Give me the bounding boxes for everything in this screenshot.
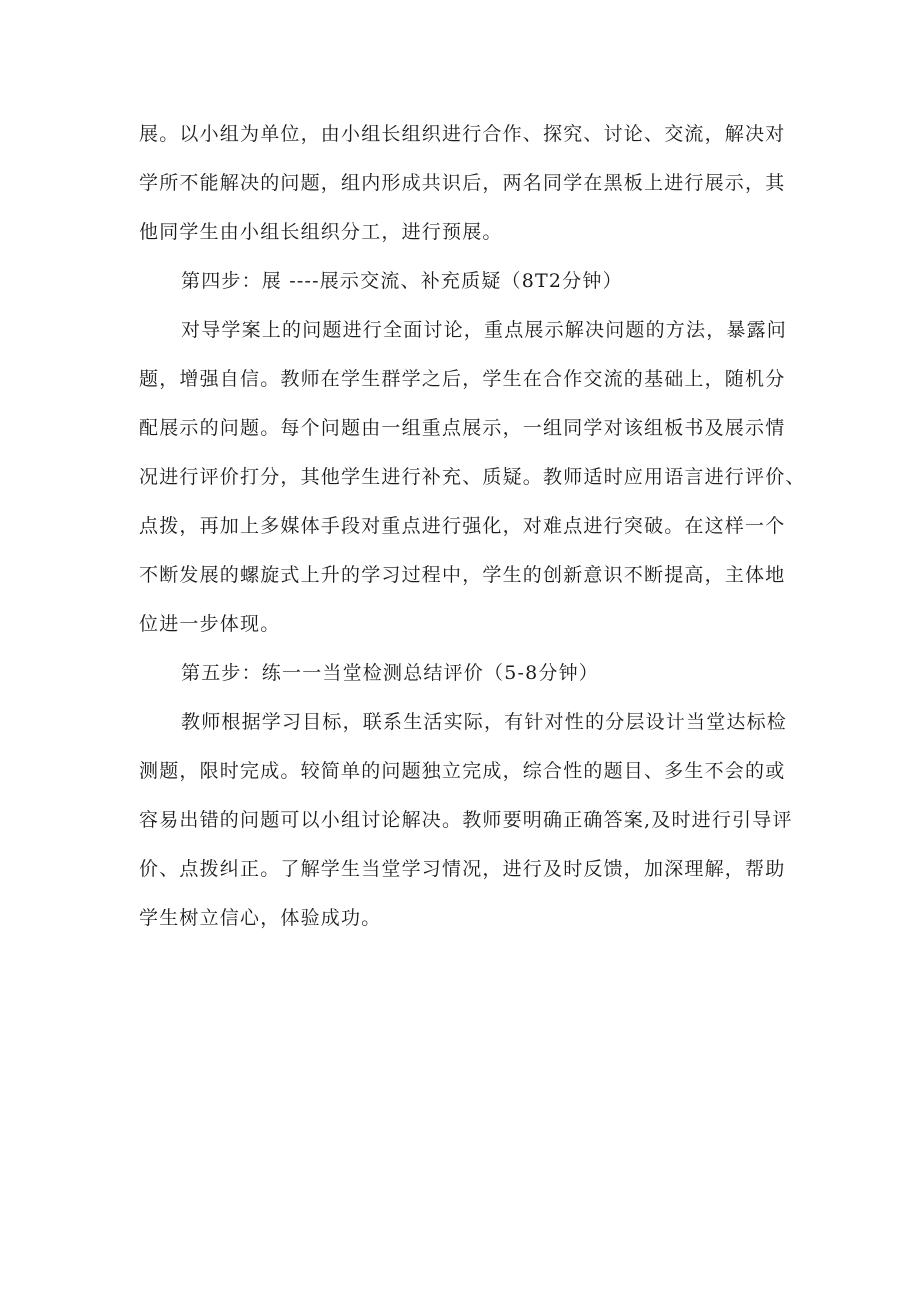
- text-line: 展。以小组为单位，由小组长组织进行合作、探究、讨论、交流，解决对: [139, 123, 786, 145]
- paragraph-practice: [139, 698, 799, 943]
- text-line: 对导学案上的问题进行全面讨论，重点展示解决问题的方法，暴露问: [181, 319, 788, 341]
- step-4-heading: 第四步：展 ----展示交流、补充质疑（8T2分钟）: [181, 270, 623, 292]
- step-5-heading: 第五步：练一一当堂检测总结评价（5-8分钟）: [181, 662, 599, 684]
- text-line: 学所不能解决的问题，组内形成共识后，两名同学在黑板上进行展示，其: [139, 172, 786, 194]
- text-line: 学生树立信心，体验成功。: [139, 907, 382, 929]
- text-line: 配展示的问题。每个问题由一组重点展示，一组同学对该组板书及展示情: [139, 417, 786, 439]
- document-body: [139, 110, 806, 943]
- paragraph-group-work: [139, 110, 799, 257]
- paragraph-presentation: [139, 306, 806, 649]
- text-line: 测题，限时完成。较简单的问题独立完成，综合性的题目、多生不会的或: [139, 760, 786, 782]
- text-line: 教师根据学习目标，联系生活实际，有针对性的分层设计当堂达标检: [181, 711, 788, 733]
- text-line: 价、点拨纠正。了解学生当堂学习情况，进行及时反馈，加深理解，帮助: [139, 858, 786, 880]
- text-line: 他同学生由小组长组织分工，进行预展。: [139, 221, 503, 243]
- text-line: 况进行评价打分，其他学生进行补充、质疑。教师适时应用语言进行评价、: [139, 466, 806, 488]
- text-line: 容易出错的问题可以小组讨论解决。教师要明确正确答案,及时进行引导评: [139, 809, 793, 831]
- text-line: 位进一步体现。: [139, 613, 281, 635]
- text-line: 不断发展的螺旋式上升的学习过程中，学生的创新意识不断提高，主体地: [139, 564, 786, 586]
- text-line: 点拨，再加上多媒体手段对重点进行强化，对难点进行突破。在这样一个: [139, 515, 786, 537]
- text-line: 题，增强自信。教师在学生群学之后，学生在合作交流的基础上，随机分: [139, 368, 786, 390]
